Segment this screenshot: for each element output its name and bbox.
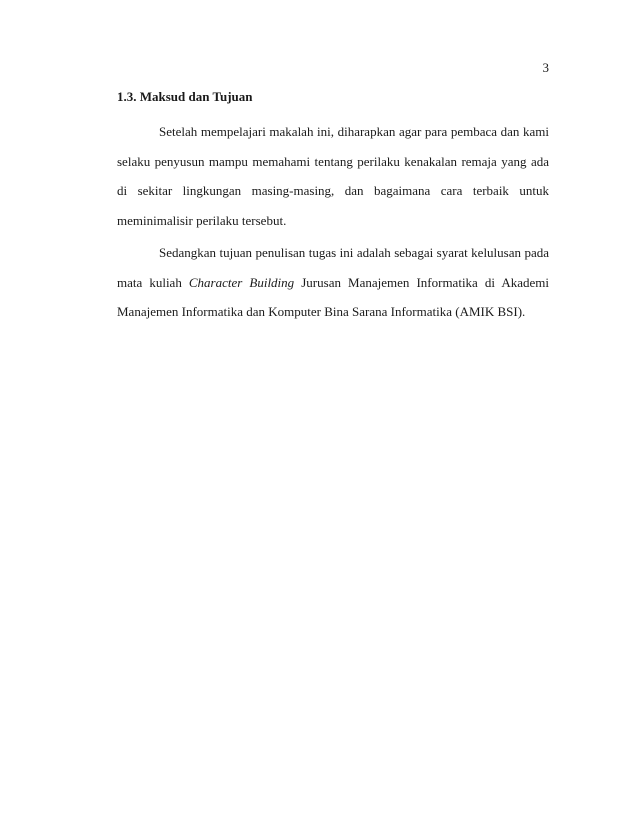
paragraph-purpose <box>117 117 549 235</box>
paragraph-goal-start: Sedangkan tujuan penulisan tugas ini adalah sebagai syarat kelulusan pada mata kuliah <box>117 245 549 290</box>
course-name: Character Building <box>188 274 295 290</box>
section-content <box>117 89 549 327</box>
section-heading: 1.3. Maksud dan Tujuan <box>117 89 253 104</box>
page-number: 3 <box>542 60 549 75</box>
paragraph-goal <box>117 238 549 327</box>
paragraph-purpose-text: Setelah mempelajari makalah ini, diharapkan agar para pembaca dan kami selaku penyusun mampu memahami tentang perilaku kenakalan remaja yang ada di sekitar lingkungan masing-masing, dan bagaimana cara terbaik untuk meminimalisir perilaku tersebut. <box>117 124 549 228</box>
paragraph-goal-end: Jurusan Manajemen Informatika di Akademi Manajemen Informatika dan Komputer Bina Sarana Informatika (AMIK BSI). <box>117 274 549 319</box>
